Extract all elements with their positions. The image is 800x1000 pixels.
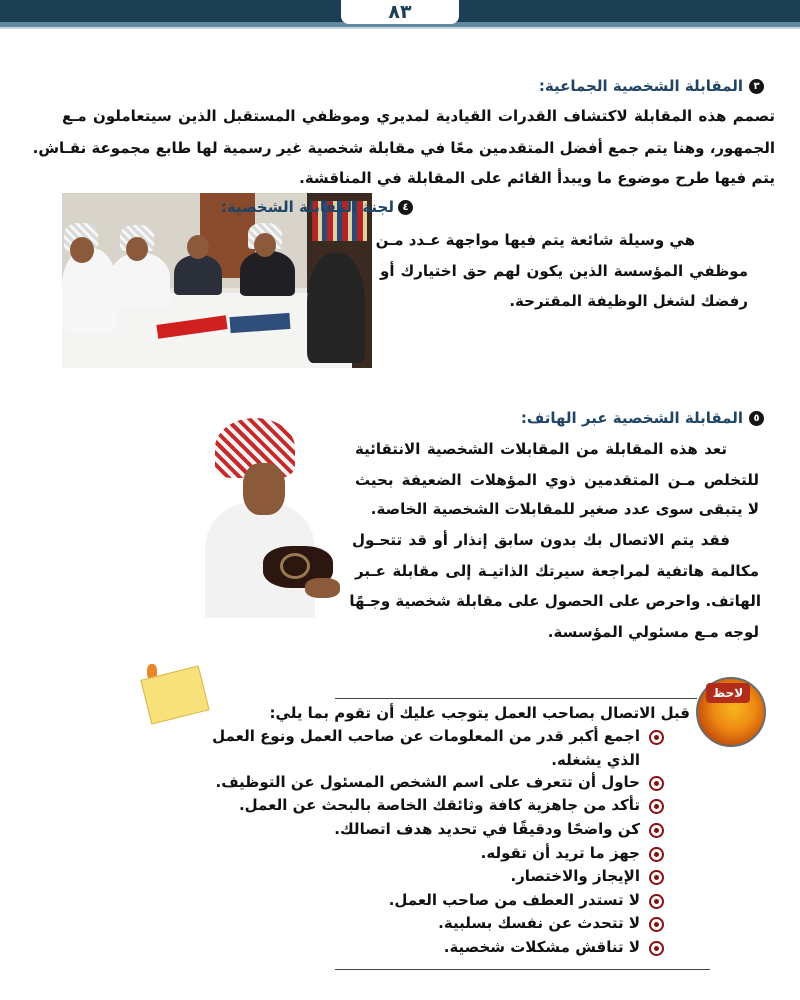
section-title-group-interview: المقابلة الشخصية الجماعية:	[538, 77, 743, 95]
note-item: الإيجاز والاختصار.	[510, 867, 640, 885]
note-item: لا تتحدث عن نفسك بسلبية.	[438, 914, 640, 932]
section-number-5: ٥	[749, 411, 764, 426]
section-number-4: ٤	[398, 200, 413, 215]
note-item: حاول أن تتعرف على اسم الشخص المسئول عن التوظيف.	[215, 773, 640, 791]
paragraph-line: تصمم هذه المقابلة لاكتشاف القدرات القيادية لمديري وموظفي المستقبل الذين سيتعاملون مـع	[62, 107, 775, 125]
divider-bottom	[335, 969, 710, 970]
paragraph-line: رفضك لشغل الوظيفة المقترحة.	[509, 292, 748, 310]
bullet-icon	[649, 847, 664, 862]
section-title-phone-interview: المقابلة الشخصية عبر الهاتف:	[520, 409, 743, 427]
page-number: ٨٣	[341, 0, 459, 24]
note-item: جهز ما تريد أن تقوله.	[480, 844, 640, 862]
paragraph-line: فقد يتم الاتصال بك بدون سابق إنذار أو قد تتحـول	[352, 531, 730, 549]
paragraph-line: الجمهور، وهنا يتم جمع أفضل المتقدمين معًا في مقابلة شخصية غير رسمية لها طابع مجموعة نقـاش.	[32, 139, 775, 157]
header-line	[0, 27, 800, 29]
note-item: لا تستدر العطف من صاحب العمل.	[388, 891, 640, 909]
meeting-photo	[62, 193, 372, 368]
paragraph-line: لا يتبقى سوى عدد صغير للمقابلات الشخصية الخاصة.	[370, 500, 759, 518]
bullet-icon	[649, 870, 664, 885]
paragraph-line: تعد هذه المقابلة من المقابلات الشخصية الانتقائية	[355, 440, 727, 458]
note-item-continuation: الذي يشغله.	[551, 751, 640, 769]
bullet-icon	[649, 894, 664, 909]
paragraph-line: هي وسيلة شائعة يتم فيها مواجهة عـدد مـن	[375, 231, 695, 249]
paragraph-line: مكالمة هاتفية لمراجعة سيرتك الذاتيـة إلى مقابلة عـبر	[355, 562, 759, 580]
divider-top	[335, 698, 697, 699]
bullet-icon	[649, 776, 664, 791]
bullet-icon	[649, 917, 664, 932]
bullet-icon	[649, 941, 664, 956]
note-item: كن واضحًا ودقيقًا في تحديد هدف اتصالك.	[334, 820, 640, 838]
paragraph-line: الهاتف. واحرص على الحصول على مقابلة شخصية وجـهًا	[349, 592, 761, 610]
note-intro: قبل الاتصال بصاحب العمل يتوجب عليك أن تقوم بما يلي:	[269, 704, 690, 722]
bullet-icon	[649, 730, 664, 745]
bullet-icon	[649, 823, 664, 838]
phone-call-photo	[205, 418, 340, 618]
note-item: لا تناقش مشكلات شخصية.	[443, 938, 640, 956]
paragraph-line: لوجه مـع مسئولي المؤسسة.	[547, 623, 759, 641]
note-item: اجمع أكبر قدر من المعلومات عن صاحب العمل ونوع العمل	[212, 727, 640, 745]
note-badge-label: لاحظ	[706, 683, 750, 703]
section-title-interview-committee: لجنة المقابلة الشخصية:	[220, 198, 394, 216]
note-item: تأكد من جاهزية كافة وثائقك الخاصة بالبحث عن العمل.	[238, 796, 640, 814]
paragraph-line: للتخلص مـن المتقدمين ذوي المؤهلات الضعيفة بحيث	[355, 471, 759, 489]
paragraph-line: موظفي المؤسسة الذين يكون لهم حق اختيارك أو	[380, 262, 748, 280]
paragraph-line: يتم فيها طرح موضوع ما ويبدأ القائم على المقابلة في المناقشة.	[299, 169, 775, 187]
bullet-icon	[649, 799, 664, 814]
section-number-3: ٣	[749, 79, 764, 94]
